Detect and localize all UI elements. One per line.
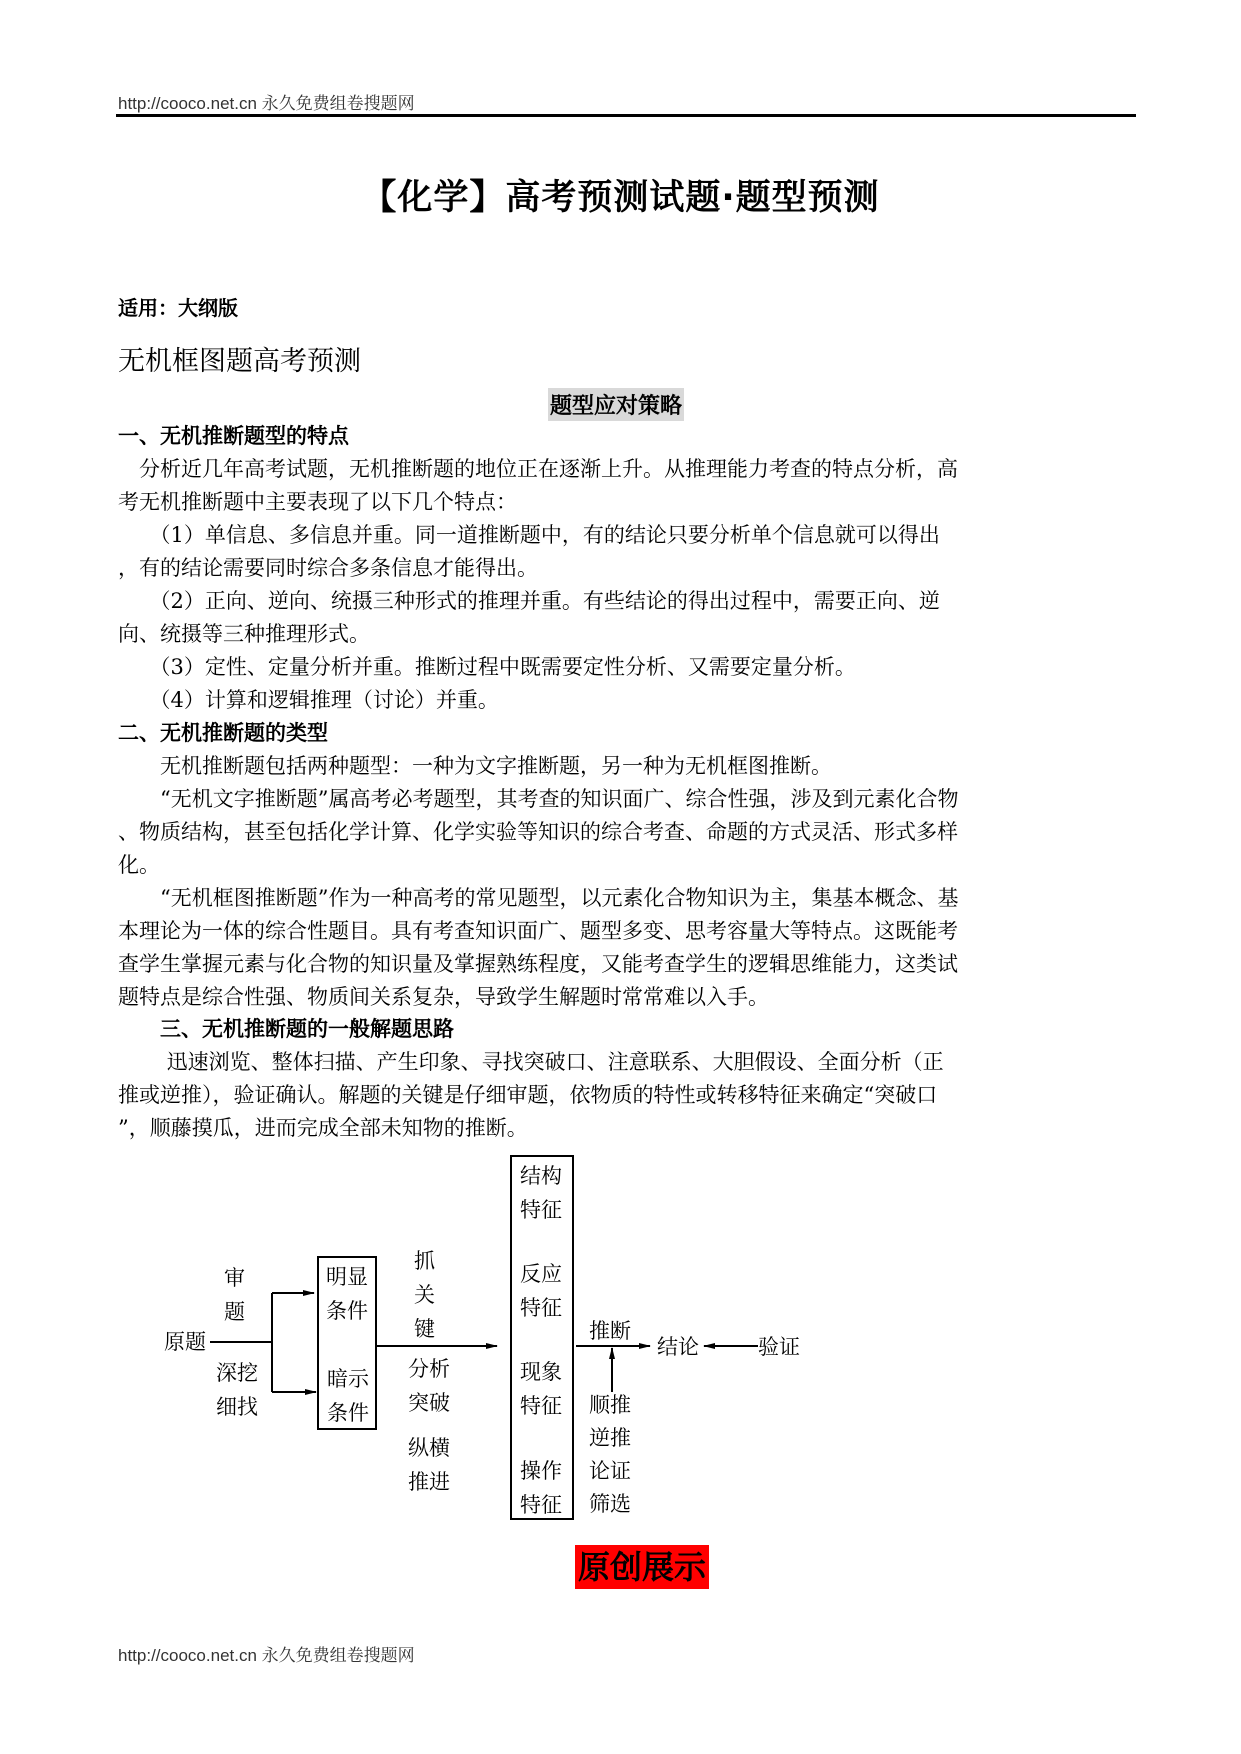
dig-label: 深挖 细找 bbox=[216, 1361, 258, 1419]
section-1 bbox=[118, 420, 1130, 717]
topic-subtitle: 无机框图题高考预测 bbox=[118, 346, 361, 377]
document-title: 【化学】高考预测试题·题型预测 bbox=[361, 178, 880, 218]
section-heading: 三、无机推断题的一般解题思路 bbox=[118, 1017, 454, 1041]
review-label: 审 题 bbox=[224, 1266, 245, 1324]
original-showcase-label: 原创展示 bbox=[575, 1545, 709, 1589]
page-header: http://cooco.net.cn 永久免费组卷搜题网 bbox=[118, 94, 415, 113]
section-heading: 一、无机推断题型的特点 bbox=[118, 424, 349, 448]
paragraph-line: （4）计算和逻辑推理（讨论）并重。 bbox=[118, 688, 499, 712]
reaction-features: 反应 特征 bbox=[520, 1262, 562, 1320]
paragraph-line: （1）单信息、多信息并重。同一道推断题中，有的结论只要分析单个信息就可以得出 bbox=[118, 523, 940, 547]
paragraph-line: ，有的结论需要同时综合多条信息才能得出。 bbox=[118, 556, 538, 580]
paragraph-line: 、物质结构，甚至包括化学计算、化学实验等知识的综合考查、命题的方式灵活、形式多样 bbox=[118, 820, 958, 844]
paragraph-line: 题特点是综合性强、物质间关系复杂，导致学生解题时常常难以入手。 bbox=[118, 985, 769, 1009]
applies-to-label: 适用：大纲版 bbox=[118, 296, 238, 320]
paragraph-line: 无机推断题包括两种题型：一种为文字推断题，另一种为无机框图推断。 bbox=[118, 754, 832, 778]
paragraph-line: 本理论为一体的综合性题目。具有考查知识面广、题型多变、思考容量大等特点。这既能考 bbox=[118, 919, 958, 943]
features-box bbox=[510, 1155, 574, 1520]
page-footer: http://cooco.net.cn 永久免费组卷搜题网 bbox=[118, 1646, 415, 1665]
paragraph-line: （3）定性、定量分析并重。推断过程中既需要定性分析、又需要定量分析。 bbox=[118, 655, 856, 679]
verify-label: 验证 bbox=[758, 1335, 800, 1359]
conditions-box bbox=[317, 1256, 377, 1430]
origin-label: 原题 bbox=[164, 1330, 206, 1354]
header-divider bbox=[116, 114, 1136, 117]
section-2 bbox=[118, 717, 1130, 1014]
strategy-heading: 题型应对策略 bbox=[548, 388, 684, 421]
paragraph-line: 分析近几年高考试题，无机推断题的地位正在逐渐上升。从推理能力考查的特点分析，高 bbox=[118, 457, 958, 481]
paragraph-line: 推或逆推），验证确认。解题的关键是仔细审题，依物质的特性或转移特征来确定“突破口 bbox=[118, 1083, 938, 1107]
section-heading: 二、无机推断题的类型 bbox=[118, 721, 328, 745]
structure-features: 结构 特征 bbox=[520, 1164, 562, 1222]
grasp-key-label: 抓 关 键 bbox=[414, 1249, 435, 1341]
operation-features: 操作 特征 bbox=[520, 1459, 562, 1517]
advance-label: 纵横 推进 bbox=[408, 1436, 450, 1494]
paragraph-line: 向、统摄等三种推理形式。 bbox=[118, 622, 370, 646]
section-3 bbox=[118, 1013, 1130, 1145]
conclusion-label: 结论 bbox=[657, 1335, 699, 1359]
phenomenon-features: 现象 特征 bbox=[520, 1360, 562, 1418]
paragraph-line: 化。 bbox=[118, 853, 160, 877]
paragraph-line: 迅速浏览、整体扫描、产生印象、寻找突破口、注意联系、大胆假设、全面分析（正 bbox=[118, 1050, 944, 1074]
analyze-breakthrough-label: 分析 突破 bbox=[408, 1357, 450, 1415]
paragraph-line: （2）正向、逆向、统摄三种形式的推理并重。有些结论的得出过程中，需要正向、逆 bbox=[118, 589, 940, 613]
paragraph-line: ”，顺藤摸瓜，进而完成全部未知物的推断。 bbox=[118, 1116, 528, 1140]
paragraph-line: “无机框图推断题”作为一种高考的常见题型，以元素化合物知识为主，集基本概念、基 bbox=[118, 886, 959, 910]
paragraph-line: 考无机推断题中主要表现了以下几个特点： bbox=[118, 490, 517, 514]
paragraph-line: 查学生掌握元素与化合物的知识量及掌握熟练程度，又能考查学生的逻辑思维能力，这类试 bbox=[118, 952, 958, 976]
paragraph-line: “无机文字推断题”属高考必考题型，其考查的知识面广、综合性强，涉及到元素化合物 bbox=[118, 787, 959, 811]
implicit-conditions: 暗示 条件 bbox=[327, 1367, 369, 1425]
methods-label: 顺推 逆推 论证 筛选 bbox=[589, 1393, 631, 1516]
infer-label: 推断 bbox=[589, 1319, 631, 1343]
explicit-conditions: 明显 条件 bbox=[326, 1265, 368, 1323]
